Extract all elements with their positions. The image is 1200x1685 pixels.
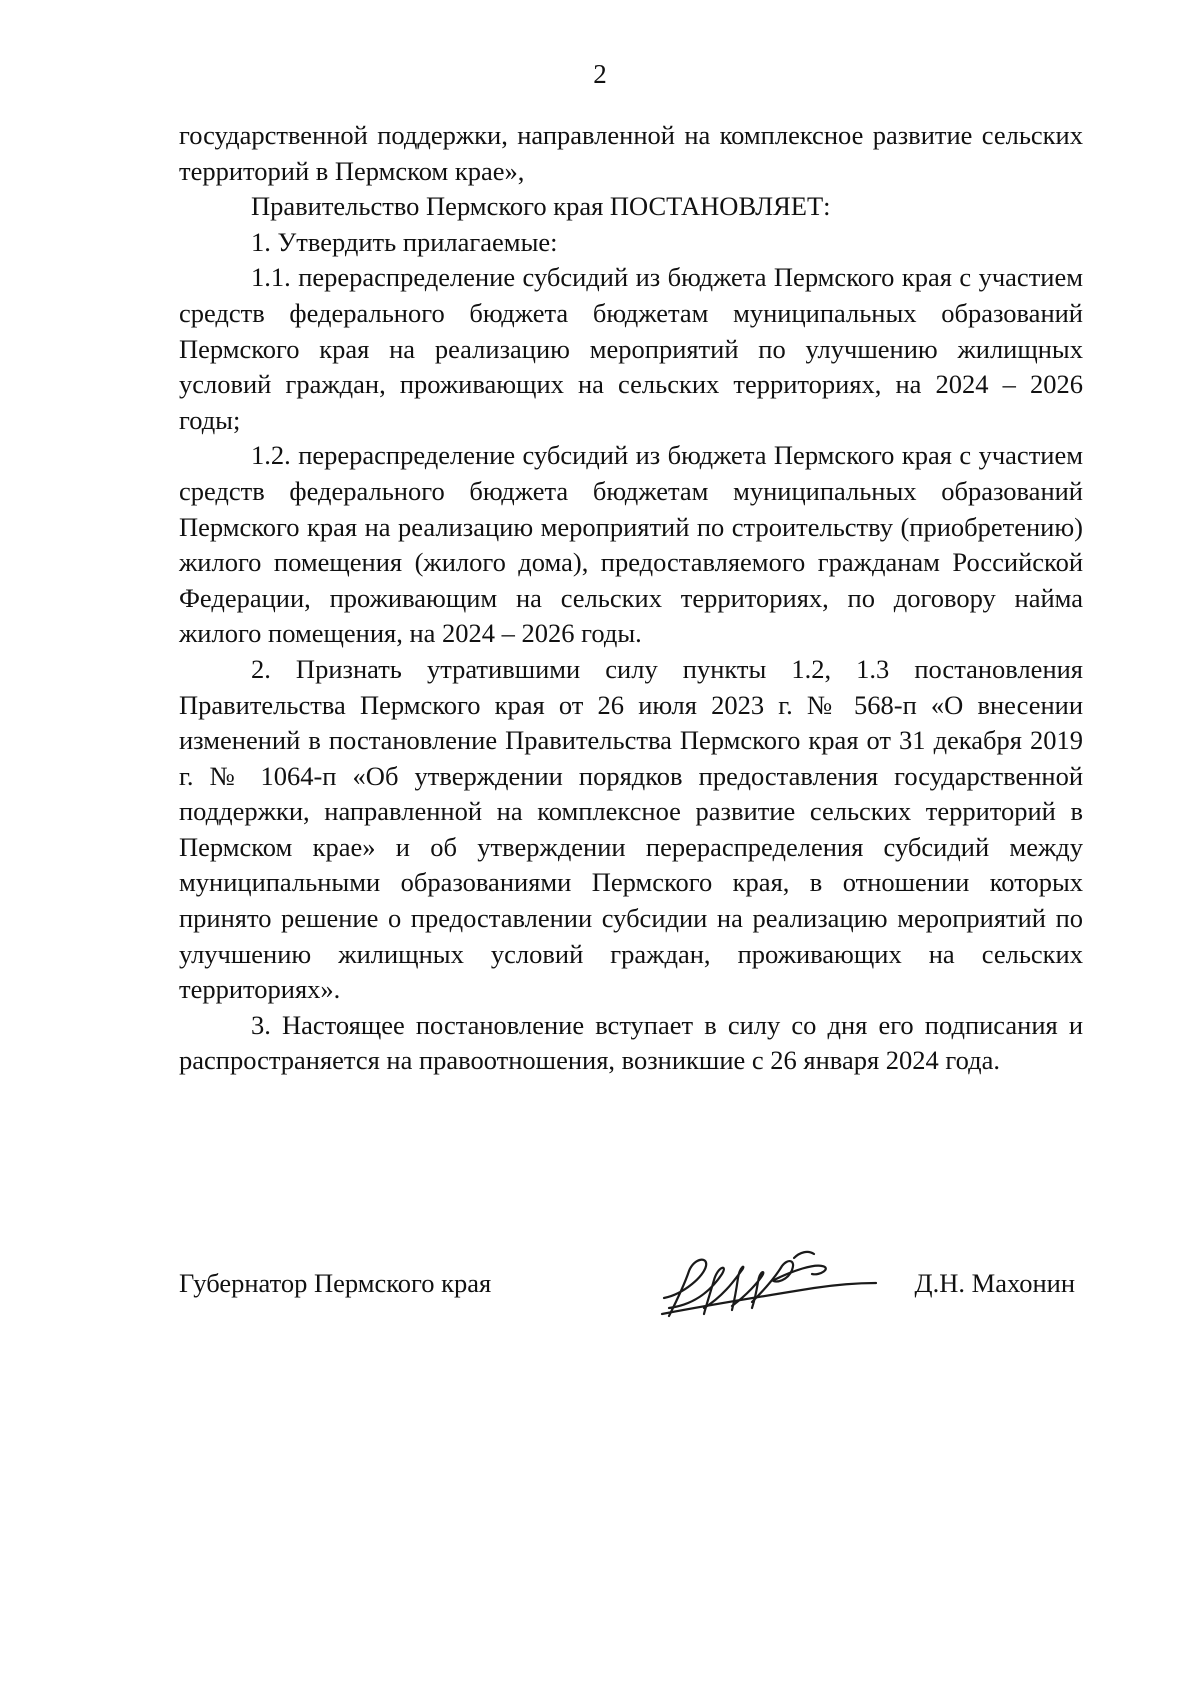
signature-block: [179, 1266, 1083, 1326]
paragraph-item-1: 1. Утвердить прилагаемые:: [251, 226, 558, 257]
paragraph-item-1-1: 1.1. перераспределение субсидий из бюджета Пермского края с участием средств федерального бюджета бюджетам муниципальных образований Пермского края на реализацию мероприятий по улучшению жилищных условий граждан, проживающих на сельских территориях, на 2024 – 2026 годы;: [179, 262, 1083, 435]
signatory-name: Д.Н. Махонин: [914, 1268, 1075, 1298]
signatory-position: Губернатор Пермского края: [179, 1268, 492, 1298]
paragraph-item-3: 3. Настоящее постановление вступает в силу со дня его подписания и распространяется на правоотношения, возникшие с 26 января 2024 года.: [179, 1009, 1083, 1076]
page-number: 2: [593, 59, 607, 89]
paragraph-item-1-2: 1.2. перераспределение субсидий из бюджета Пермского края с участием средств федерального бюджета бюджетам муниципальных образований Пермского края на реализацию мероприятий по строительству (приобретению) жилого помещения (жилого дома), предоставляемого гражданам Российской Федерации, проживающим на сельских территориях, по договору найма жилого помещения, на 2024 – 2026 годы.: [179, 440, 1083, 649]
paragraph-continuation: государственной поддержки, направленной на комплексное развитие сельских территорий в Пермском крае»,: [179, 120, 1083, 186]
handwritten-signature: [644, 1236, 884, 1331]
document-body: [179, 118, 1083, 1079]
paragraph-item-2: 2. Признать утратившими силу пункты 1.2, 1.3 постановления Правительства Пермского края от 26 июля 2023 г. № 568-п «О внесении изменений в постановление Правительства Пермского края от 31 декабря 2019 г. № 1064-п «Об утверждении порядков предоставления государственной поддержки, направленной на комплексное развитие сельских территорий в Пермском крае» и об утверждении перераспределения субсидий между муниципальными образованиями Пермского края, в отношении которых принято решение о предоставлении субсидии на реализацию мероприятий по улучшению жилищных условий граждан, проживающих на сельских территориях».: [179, 653, 1083, 1005]
paragraph-resolution: Правительство Пермского края ПОСТАНОВЛЯЕТ:: [251, 191, 831, 222]
